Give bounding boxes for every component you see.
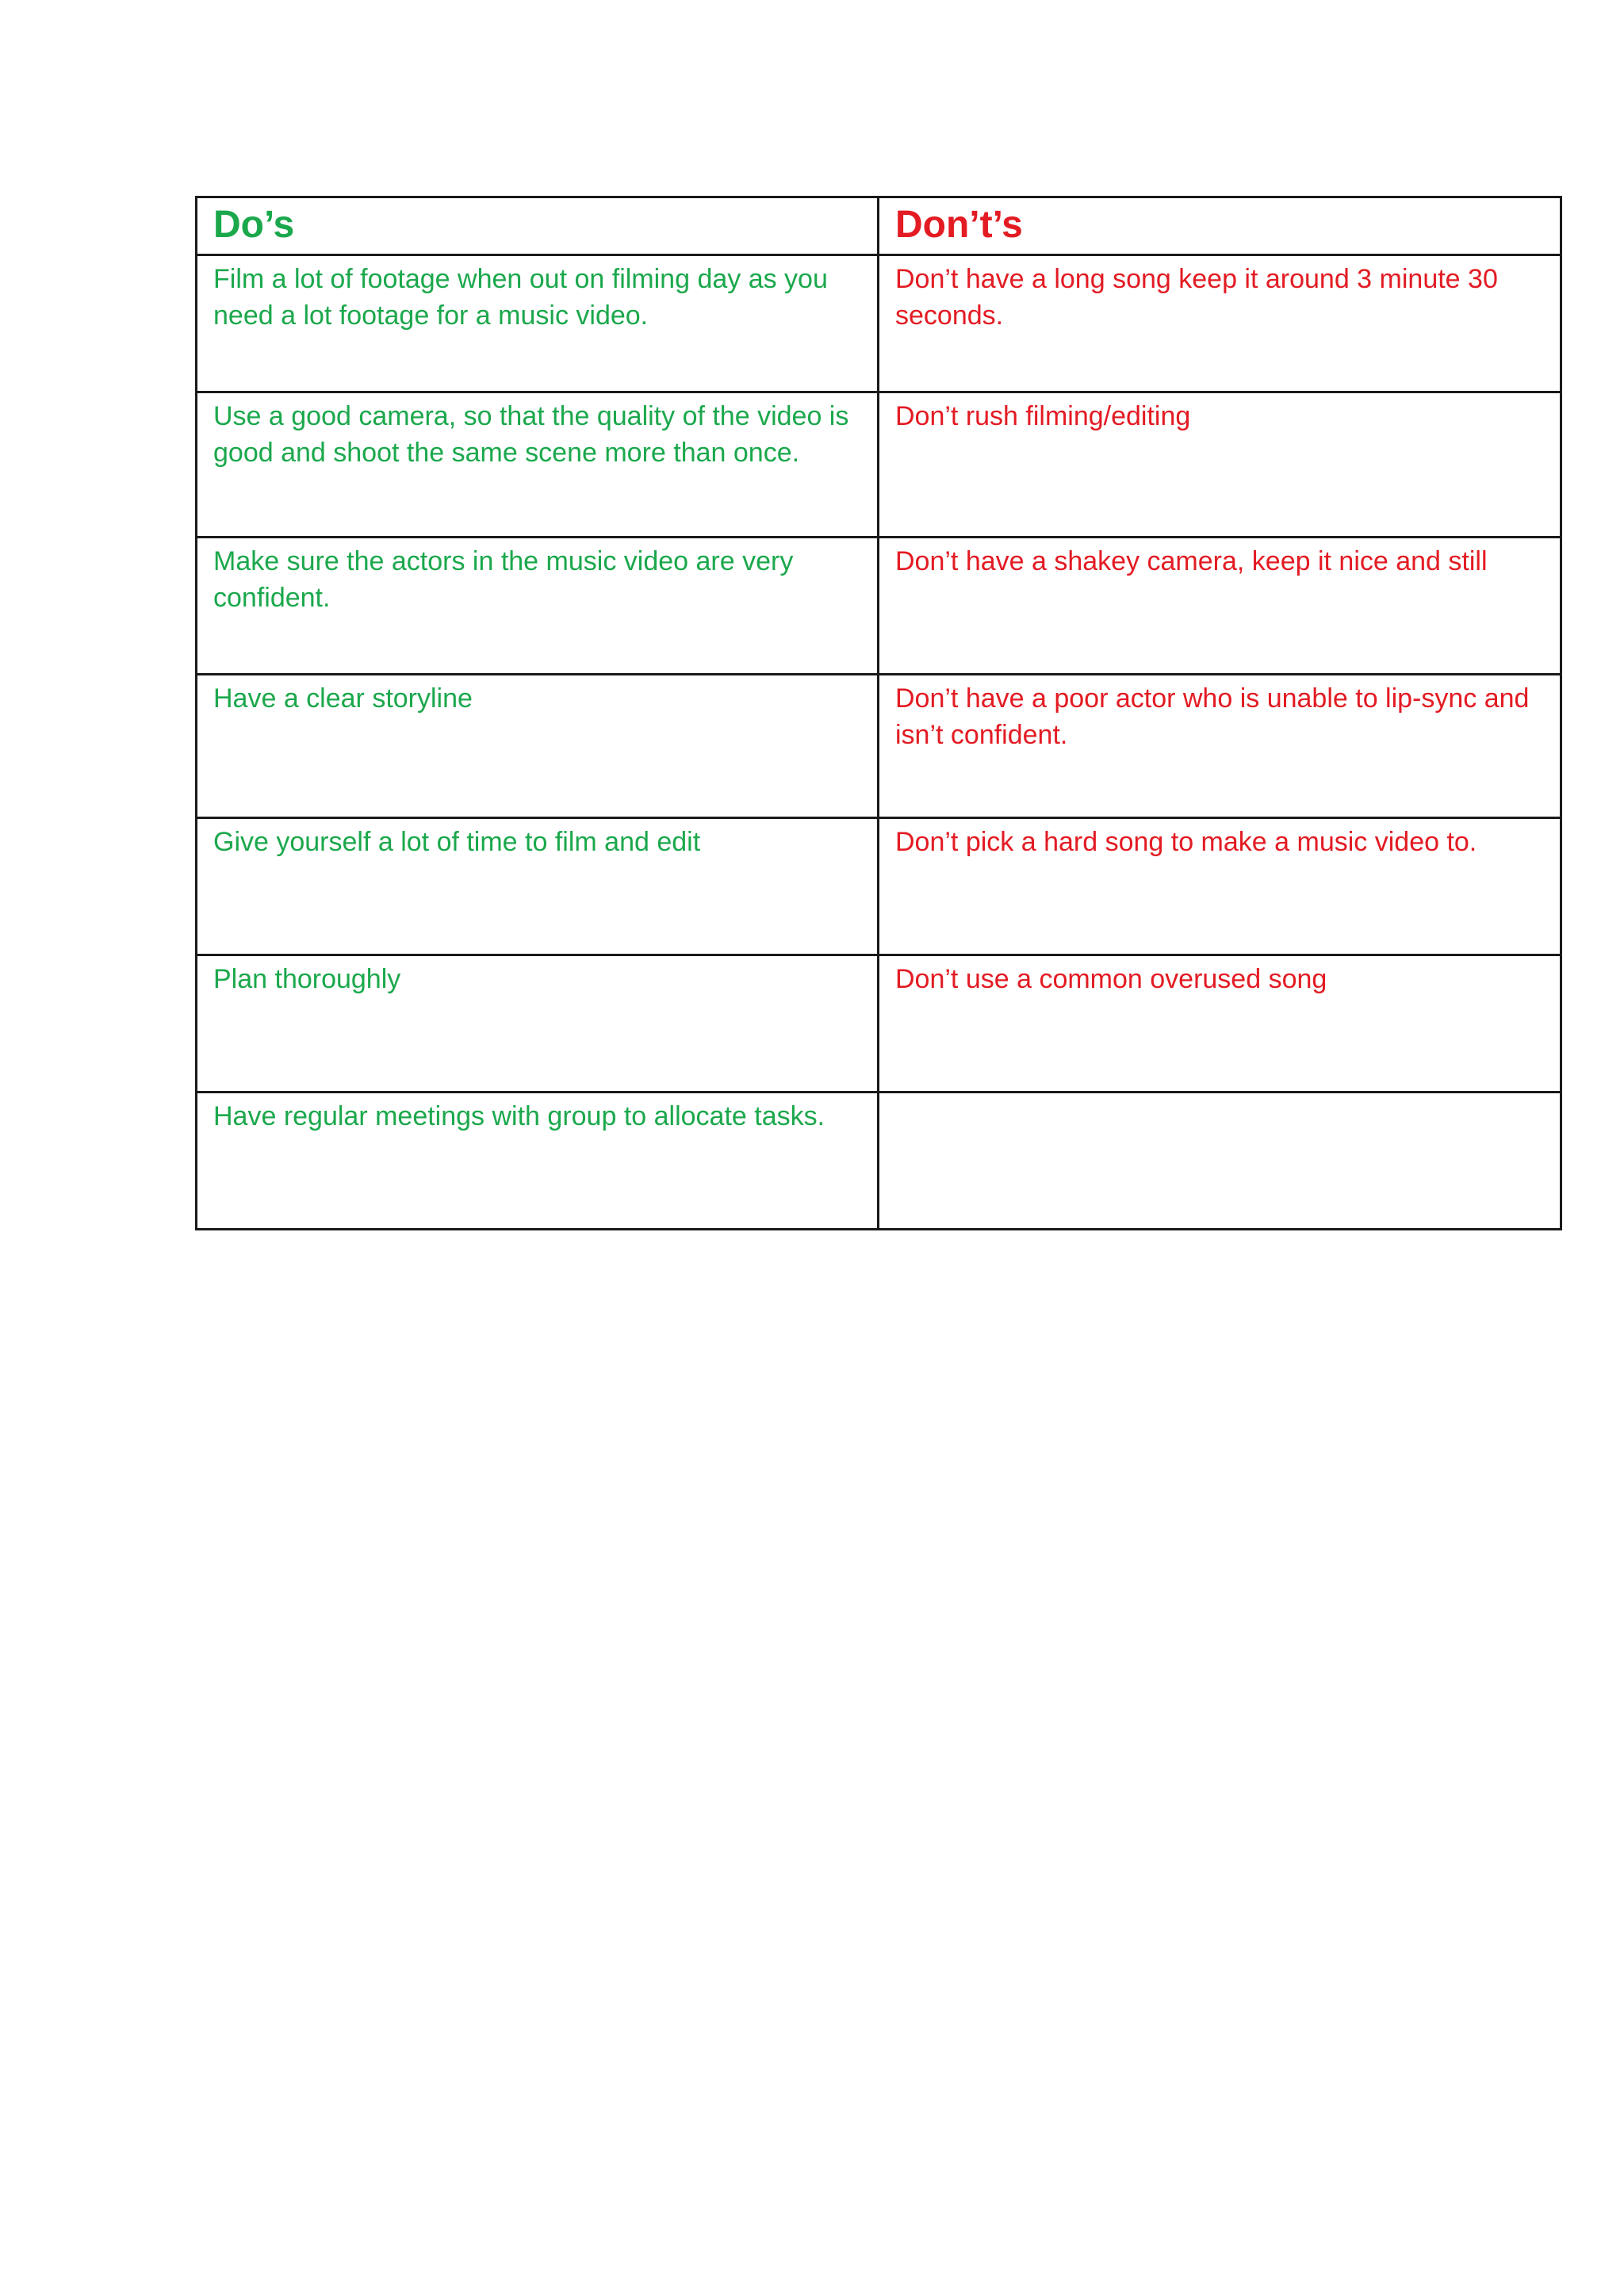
table-row [197,392,1561,538]
do-cell: Have a clear storyline [197,675,879,818]
table-row [197,255,1561,392]
do-cell: Film a lot of footage when out on filming day as you need a lot footage for a music video. [197,255,879,392]
table-row [197,818,1561,955]
dont-cell: Don’t have a poor actor who is unable to lip-sync and isn’t confident. [879,675,1561,818]
do-cell: Have regular meetings with group to allocate tasks. [197,1093,879,1230]
dont-cell: Don’t use a common overused song [879,955,1561,1093]
dont-cell: Don’t have a long song keep it around 3 minute 30 seconds. [879,255,1561,392]
donts-header: Don’t’s [879,197,1561,255]
do-cell: Use a good camera, so that the quality of the video is good and shoot the same scene more than once. [197,392,879,538]
dos-header: Do’s [197,197,879,255]
do-cell: Plan thoroughly [197,955,879,1093]
table-row [197,955,1561,1093]
do-cell: Give yourself a lot of time to film and edit [197,818,879,955]
table-header-row [197,197,1561,255]
table-row [197,538,1561,675]
dont-cell [879,1093,1561,1230]
dont-cell: Don’t pick a hard song to make a music video to. [879,818,1561,955]
dont-cell: Don’t rush filming/editing [879,392,1561,538]
table-row [197,675,1561,818]
table-row [197,1093,1561,1230]
dos-and-donts-table [195,196,1562,1230]
do-cell: Make sure the actors in the music video are very confident. [197,538,879,675]
dont-cell: Don’t have a shakey camera, keep it nice and still [879,538,1561,675]
